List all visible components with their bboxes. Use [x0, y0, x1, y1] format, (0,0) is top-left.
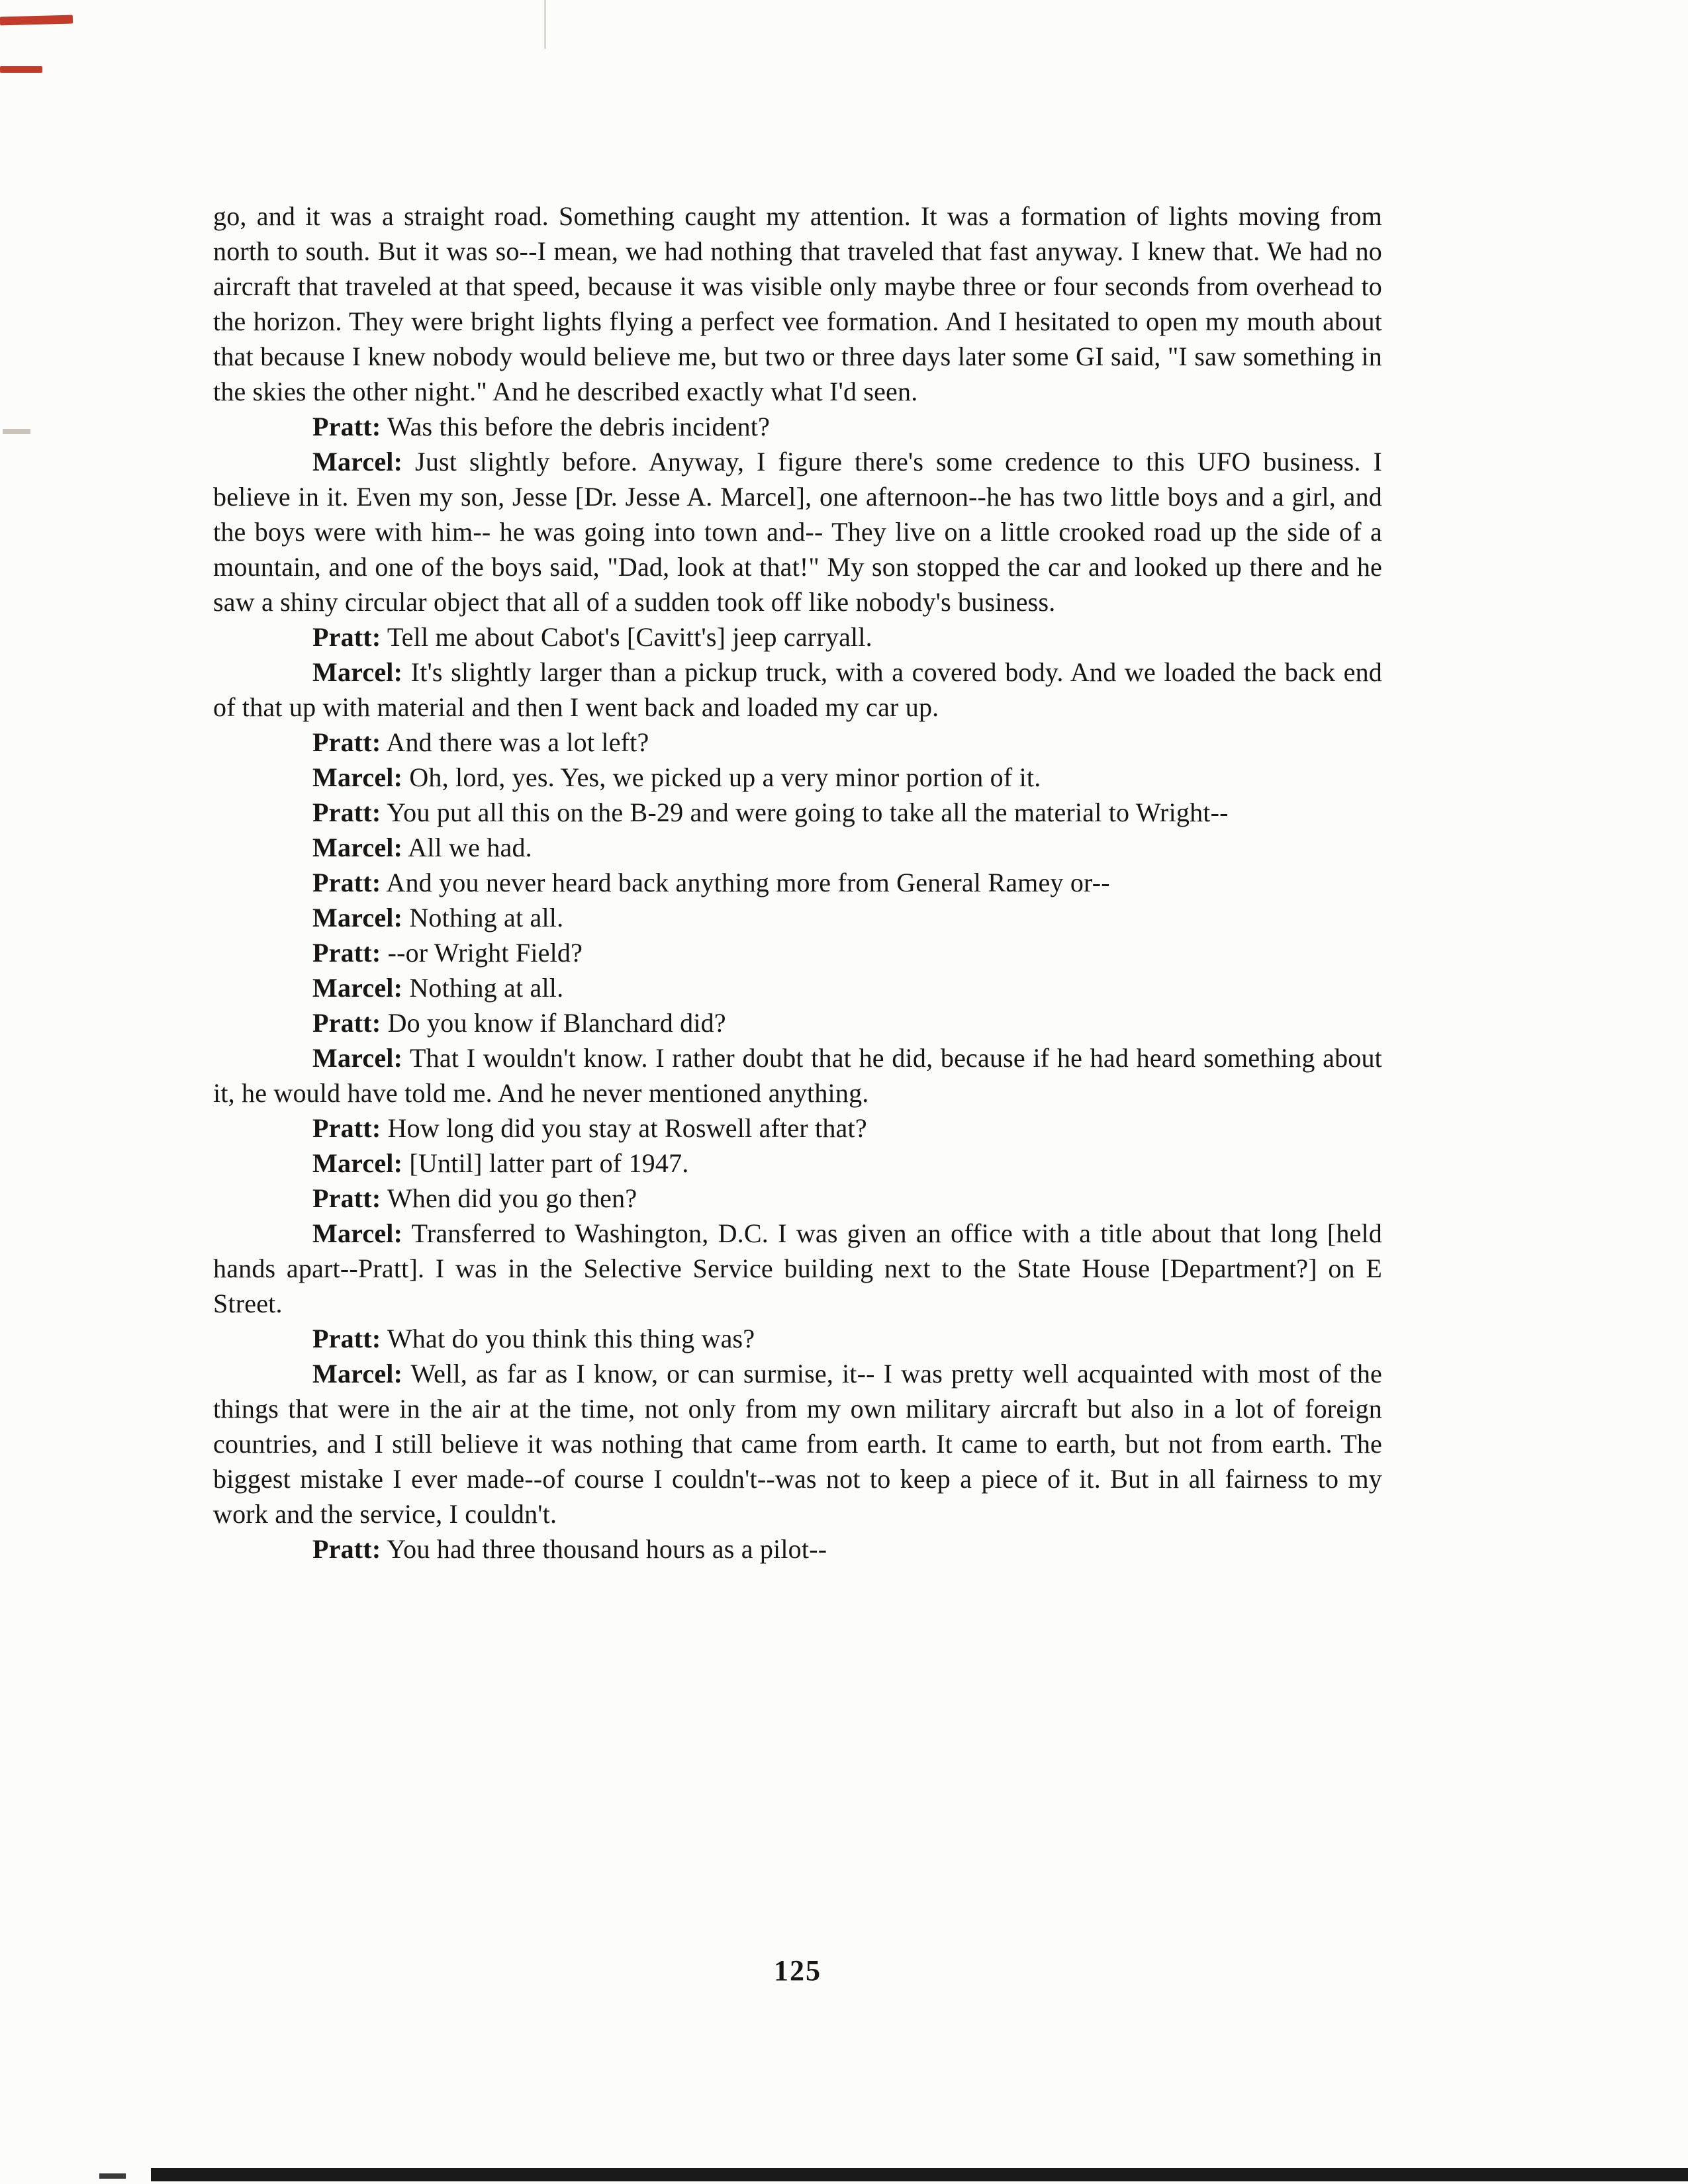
speaker-label: Marcel:	[312, 1218, 403, 1248]
dialogue-line	[213, 865, 1382, 900]
utterance-text: All we had.	[408, 833, 532, 862]
transcript-text-block	[213, 199, 1382, 1567]
page-number: 125	[774, 1954, 821, 1987]
utterance-text: Do you know if Blanchard did?	[387, 1008, 726, 1038]
utterance-text: Transferred to Washington, D.C. I was given an office with a title about that long [held hands apart--Pratt]. I was in the Selective Service building next to the State House [Department?] on E Street.	[213, 1218, 1383, 1318]
speaker-label: Marcel:	[312, 447, 403, 477]
speaker-label: Pratt:	[312, 1183, 381, 1213]
scan-bottom-edge-bar	[151, 2168, 1688, 2181]
speaker-label: Pratt:	[312, 938, 381, 968]
utterance-text: When did you go then?	[387, 1183, 637, 1213]
dialogue-line	[213, 830, 1382, 865]
utterance-text: Nothing at all.	[409, 973, 564, 1003]
utterance-text: It's slightly larger than a pickup truck, with a covered body. And we loaded the back end of that up with material and then I went back and loaded my car up.	[213, 657, 1382, 722]
dialogue-line	[213, 760, 1382, 795]
utterance-text: What do you think this thing was?	[387, 1324, 755, 1353]
dialogue-line	[213, 1005, 1382, 1040]
utterance-text: Oh, lord, yes. Yes, we picked up a very minor portion of it.	[409, 762, 1041, 792]
utterance-text: And you never heard back anything more from General Ramey or--	[386, 868, 1110, 897]
speaker-label: Marcel:	[312, 762, 403, 792]
utterance-text: Nothing at all.	[409, 903, 564, 933]
utterance-text: --or Wright Field?	[387, 938, 583, 968]
speaker-label: Pratt:	[312, 1113, 381, 1143]
speaker-label: Marcel:	[312, 833, 403, 862]
scan-fold-line	[544, 0, 546, 49]
scan-pencil-mark	[3, 429, 30, 434]
utterance-text: You had three thousand hours as a pilot--	[387, 1534, 827, 1564]
dialogue-line	[213, 935, 1382, 970]
dialogue-line	[213, 444, 1382, 619]
dialogue-line	[213, 900, 1382, 935]
dialogue-line	[213, 725, 1382, 760]
dialogue-line	[213, 1321, 1382, 1356]
speaker-label: Marcel:	[312, 657, 403, 687]
speaker-label: Marcel:	[312, 1043, 403, 1073]
utterance-text: Was this before the debris incident?	[387, 412, 771, 441]
dialogue-line	[213, 1146, 1382, 1181]
speaker-label: Marcel:	[312, 1359, 403, 1388]
speaker-label: Pratt:	[312, 797, 381, 827]
speaker-label: Pratt:	[312, 1008, 381, 1038]
speaker-label: Pratt:	[312, 1534, 381, 1564]
dialogue-line	[213, 1111, 1382, 1146]
utterance-text: You put all this on the B-29 and were going to take all the material to Wright--	[387, 797, 1229, 827]
speaker-label: Pratt:	[312, 412, 381, 441]
dialogue-line	[213, 1216, 1382, 1321]
speaker-label: Marcel:	[312, 903, 403, 933]
scan-red-mark-second	[0, 66, 42, 73]
speaker-label: Pratt:	[312, 1324, 381, 1353]
speaker-label: Pratt:	[312, 622, 381, 652]
scan-bottom-speck	[99, 2173, 126, 2179]
dialogue-line	[213, 655, 1382, 725]
dialogue-line	[213, 1040, 1382, 1111]
utterance-text: That I wouldn't know. I rather doubt that he did, because if he had heard something about it, he would have told me. And he never mentioned anything.	[213, 1043, 1382, 1108]
dialogue-line	[213, 1181, 1382, 1216]
utterance-text: How long did you stay at Roswell after that?	[387, 1113, 867, 1143]
utterance-text: And there was a lot left?	[386, 727, 649, 757]
opening-paragraph: go, and it was a straight road. Something caught my attention. It was a formation of lights moving from north to south. But it was so--I mean, we had nothing that traveled that fast anyway. I knew that. We had no aircraft that traveled at that speed, because it was visible only maybe three or four seconds from overhead to the horizon. They were bright lights flying a perfect vee formation. And I hesitated to open my mouth about that because I knew nobody would believe me, but two or three days later some GI said, "I saw something in the skies the other night." And he described exactly what I'd seen.	[213, 201, 1382, 406]
speaker-label: Pratt:	[312, 868, 381, 897]
dialogue-line	[213, 1356, 1382, 1531]
utterance-text: [Until] latter part of 1947.	[409, 1148, 689, 1178]
dialogue-line	[213, 970, 1382, 1005]
speaker-label: Marcel:	[312, 1148, 403, 1178]
utterance-text: Well, as far as I know, or can surmise, it-- I was pretty well acquainted with most of the things that were in the air at the time, not only from my own military aircraft but also in a lot of foreign countries, and I still believe it was nothing that came from earth. It came to earth, but not from earth. The biggest mistake I ever made--of course I couldn't--was not to keep a piece of it. But in all fairness to my work and the service, I couldn't.	[213, 1359, 1382, 1529]
speaker-label: Marcel:	[312, 973, 403, 1003]
dialogue-line	[213, 409, 1382, 444]
dialogue-line	[213, 1531, 1382, 1567]
speaker-label: Pratt:	[312, 727, 381, 757]
scan-red-mark-top	[0, 15, 73, 26]
utterance-text: Tell me about Cabot's [Cavitt's] jeep carryall.	[387, 622, 872, 652]
dialogue-line	[213, 619, 1382, 655]
dialogue-line	[213, 795, 1382, 830]
utterance-text: Just slightly before. Anyway, I figure there's some credence to this UFO business. I believe in it. Even my son, Jesse [Dr. Jesse A. Marcel], one afternoon--he has two little boys and a girl, and the boys were with him-- he was going into town and-- They live on a little crooked road up the side of a mountain, and one of the boys said, "Dad, look at that!" My son stopped the car and looked up there and he saw a shiny circular object that all of a sudden took off like nobody's business.	[213, 447, 1382, 617]
